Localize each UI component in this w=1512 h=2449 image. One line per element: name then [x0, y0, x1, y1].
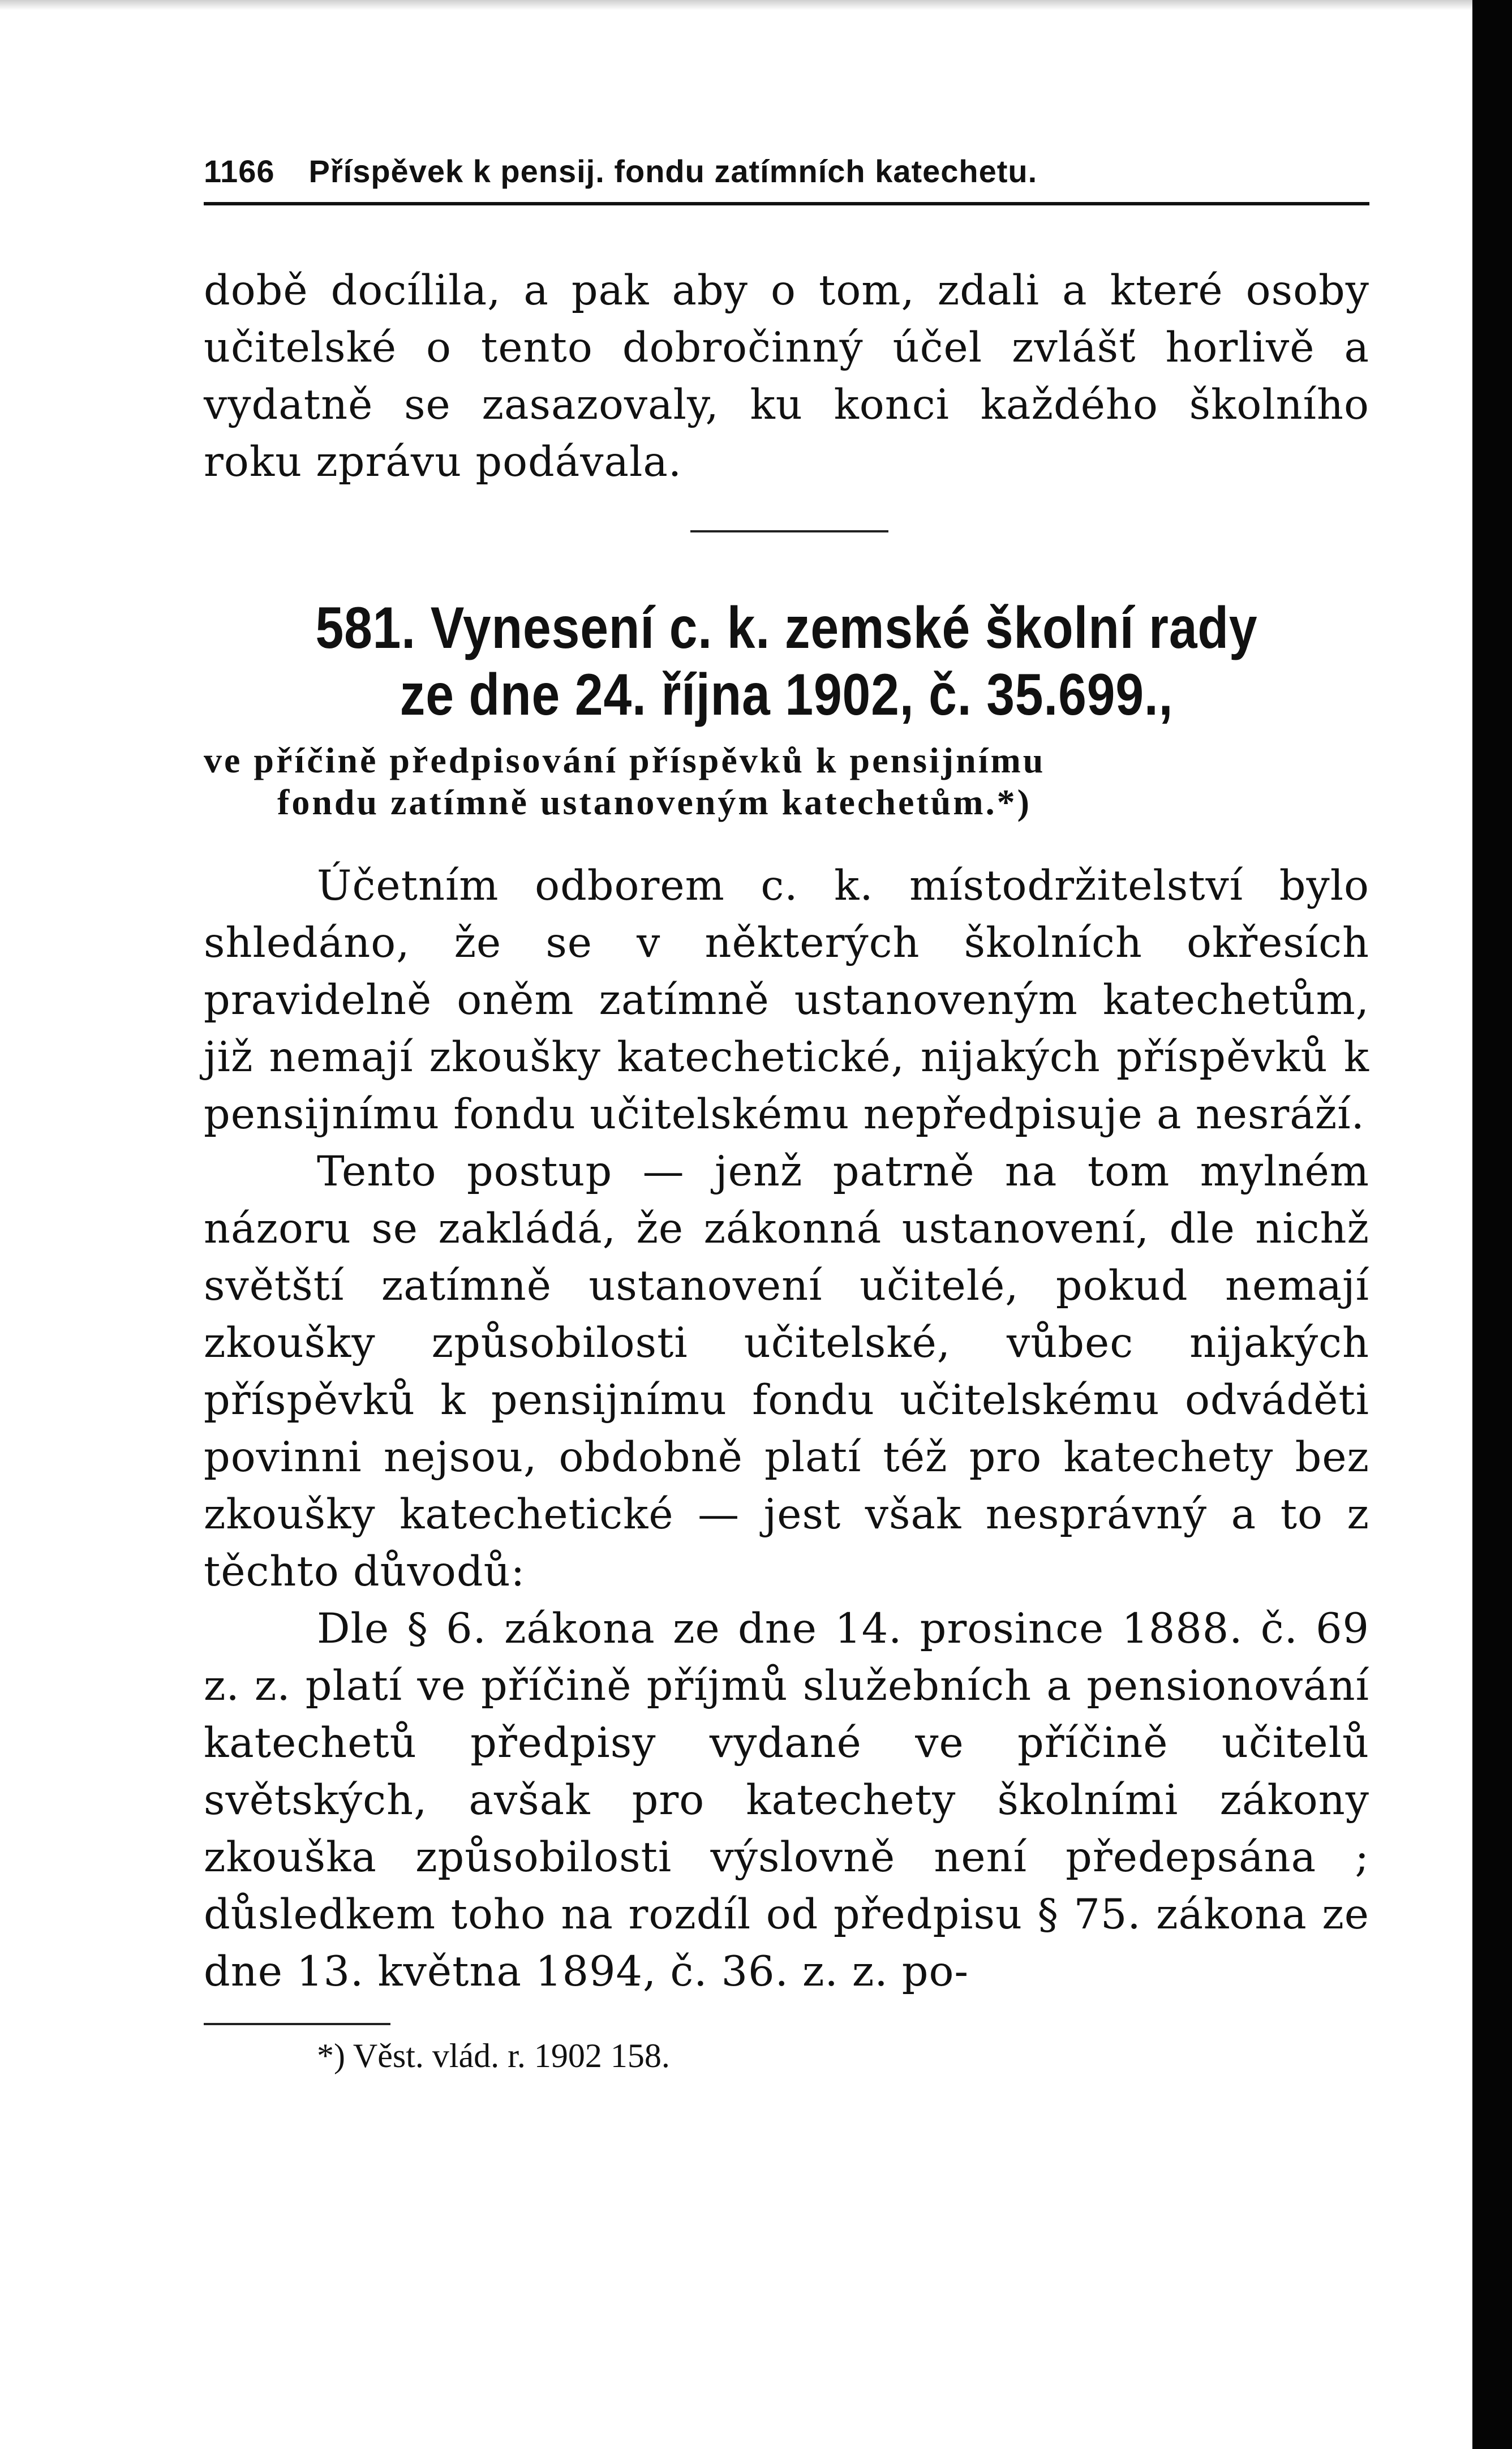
scan-top-edge	[0, 0, 1512, 10]
running-head	[204, 153, 1369, 190]
running-title: Příspěvek k pensij. fondu zatímních katechetu.	[308, 153, 1038, 189]
decree-heading	[285, 595, 1288, 728]
book-page	[204, 153, 1369, 2076]
footnote: *) Věst. vlád. r. 1902 158.	[317, 2037, 670, 2074]
decree-title-line-2: ze dne 24. října 1902, č. 35.699.,	[400, 662, 1174, 728]
paragraph: Tento postup — jenž patrně na tom mylném názoru se zakládá, že zákonná ustanovení, dle nichž světští zatímně ustanovení učitelé, pokud nemají zkoušky způsobilosti učitelské, vůbec nijakých příspěvků k pensijnímu fondu učitelskému odváděti povinni nejsou, obdobně platí též pro katechety bez zkoušky katechetické — jest však nesprávný a to z těchto důvodů:	[204, 1148, 1369, 1596]
decree-subtitle-line-1: ve příčině předpisování příspěvků k pensijnímu	[204, 740, 1046, 780]
paragraph-text: době docílila, a pak aby o tom, zdali a které osoby učitelské o tento dobročinný účel zvlášť horlivě a vydatně se zasazovaly, ku konci každého školního roku zprávu podávala.	[204, 267, 1369, 486]
section-divider	[690, 530, 888, 532]
continuation-paragraph	[204, 262, 1369, 491]
paragraph: Účetním odborem c. k. místodržitelství bylo shledáno, že se v některých školních okřesích pravidelně oněm zatímně ustanoveným katechetům, již nemají zkoušky katechetické, nijakých příspěvků k pensijnímu fondu učitelskému nepředpisuje a nesráží.	[204, 862, 1369, 1138]
scan-right-edge	[1472, 0, 1512, 2449]
paragraph: Dle § 6. zákona ze dne 14. prosince 1888. č. 69 z. z. platí ve příčině příjmů služebních a pensionování katechetů předpisy vydané ve příčině učitelů světských, avšak pro katechety školními zákony zkouška způsobilosti výslovně není předepsána ; důsledkem toho na rozdíl od předpisu § 75. zákona ze dne 13. května 1894, č. 36. z. z. po-	[204, 1605, 1369, 1996]
footnote-rule	[204, 2023, 390, 2025]
decree-subtitle	[204, 740, 1369, 823]
header-rule	[204, 202, 1369, 205]
decree-title-line-1: 581. Vynesení c. k. zemské školní rady	[315, 595, 1258, 661]
page-number: 1166	[204, 153, 275, 189]
decree-body	[204, 857, 1369, 2000]
decree-subtitle-line-2: fondu zatímně ustanoveným katechetům.*)	[277, 782, 1032, 822]
